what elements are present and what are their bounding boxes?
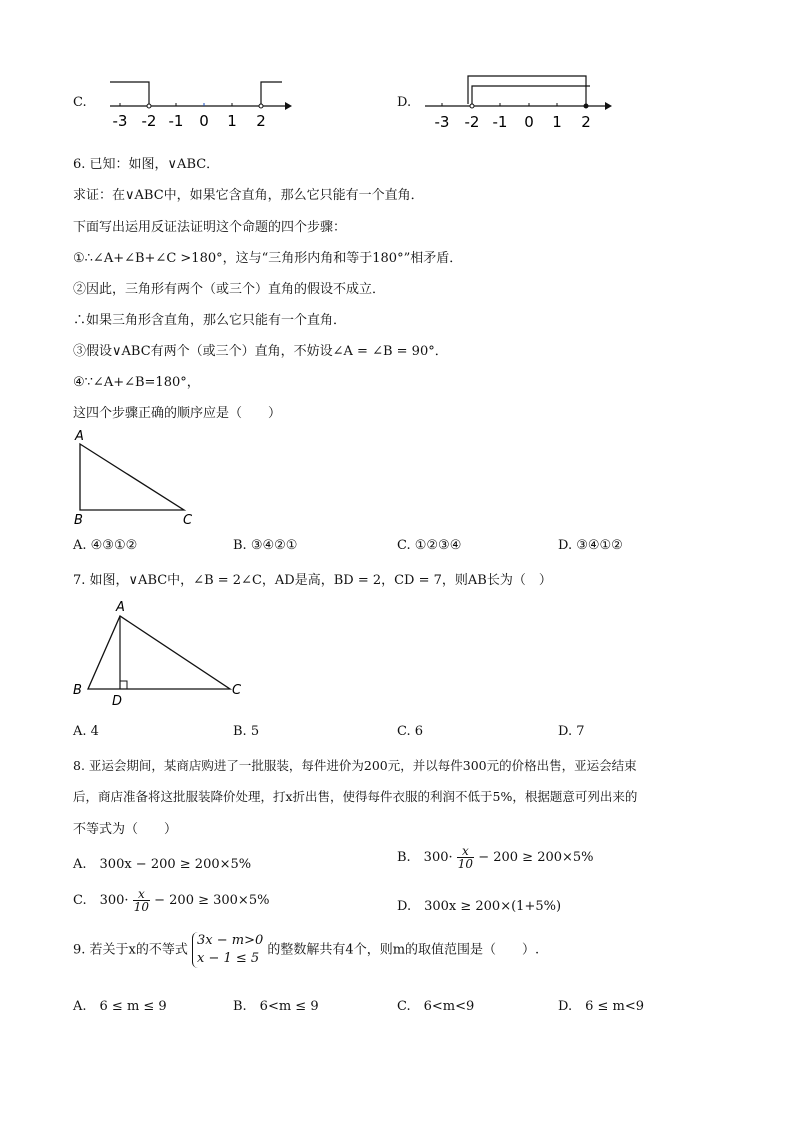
q6-triangle-figure <box>70 426 210 528</box>
q9-option-d[interactable]: D. 6 ≤ m<9 <box>558 999 645 1014</box>
tick-label: -1 <box>492 113 508 131</box>
q6-step2: ②因此，三角形有两个（或三个）直角的假设不成立． <box>73 282 386 297</box>
q6-option-a[interactable]: A. ④③①② <box>73 538 138 553</box>
q8-line3: 不等式为（ ） <box>73 822 178 837</box>
vertex-label-a: A <box>75 429 84 444</box>
fraction: $\frac{x}{10}$ <box>133 887 149 914</box>
tick-label: 1 <box>227 112 237 130</box>
vertex-label-c: C <box>183 513 193 528</box>
q8-option-c-suffix: − 200 ≥ 300×5% <box>154 893 270 908</box>
q9-option-b[interactable]: B. 6<m ≤ 9 <box>233 999 319 1014</box>
tick-label: 2 <box>256 112 266 130</box>
tick-label: -2 <box>141 112 157 130</box>
inequality-1: 3x − m>0 <box>197 933 264 948</box>
q9-suffix: 的整数解共有4个，则m的取值范围是（ ）. <box>267 942 540 958</box>
tick-label: 0 <box>199 112 209 130</box>
q8-line2: 后，商店准备将这批服装降价处理，打x折出售，使得每件衣服的利润不低于5%，根据题意可列出来的 <box>73 789 638 804</box>
q8-option-b[interactable] <box>397 845 594 870</box>
q7-option-a[interactable]: A. 4 <box>73 724 99 739</box>
q6-option-c[interactable]: C. ①②③④ <box>397 538 462 553</box>
q5-option-d-numberline <box>420 70 620 134</box>
q9-prefix: 9. 若关于x的不等式 <box>73 942 188 958</box>
tick-label: 0 <box>524 113 534 131</box>
tick-label: -1 <box>168 112 184 130</box>
q6-intro: 下面写出运用反证法证明这个命题的四个步骤： <box>73 220 347 235</box>
q9-option-a[interactable]: A. 6 ≤ m ≤ 9 <box>73 999 167 1014</box>
q8-line1: 8. 亚运会期间，某商店购进了一批服装，每件进价为200元，并以每件300元的价格出售，亚运会结束 <box>73 758 637 773</box>
q6-title: 6. 已知：如图，∨ABC． <box>73 157 220 172</box>
tick-label: -3 <box>112 112 128 130</box>
tick-label: -3 <box>434 113 450 131</box>
inequality-system <box>192 932 263 968</box>
q9-option-c[interactable]: C. 6<m<9 <box>397 999 475 1014</box>
tick-label: -2 <box>464 113 480 131</box>
vertex-label-c: C <box>232 683 242 698</box>
q6-step3: ③假设∨ABC有两个（或三个）直角，不妨设∠A = ∠B = 90°． <box>73 344 448 359</box>
tick-label: 2 <box>581 113 591 131</box>
fraction: $\frac{x}{10}$ <box>457 844 474 871</box>
q5-option-d-label: D. <box>397 95 412 110</box>
q6-conclusion: ∴如果三角形含直角，那么它只能有一个直角． <box>73 313 347 328</box>
q5-option-c-label: C. <box>73 95 87 110</box>
q7-option-c[interactable]: C. 6 <box>397 724 424 739</box>
vertex-label-b: B <box>73 683 82 698</box>
q9-text <box>73 932 539 968</box>
q8-option-b-prefix: B. 300· <box>397 850 453 865</box>
q6-step1: ①∴∠A+∠B+∠C >180°，这与“三角形内角和等于180°”相矛盾． <box>73 251 463 266</box>
q6-option-d[interactable]: D. ③④①② <box>558 538 623 553</box>
q8-option-b-suffix: − 200 ≥ 200×5% <box>478 850 594 865</box>
q8-option-d[interactable]: D. 300x ≥ 200×(1+5%) <box>397 899 562 914</box>
tick-label: 1 <box>552 113 562 131</box>
q6-option-b[interactable]: B. ③④②① <box>233 538 298 553</box>
vertex-label-d: D <box>112 694 123 708</box>
vertex-label-a: A <box>116 600 125 615</box>
q6-step4: ④∵∠A+∠B=180°， <box>73 375 200 390</box>
q7-triangle-figure <box>70 596 260 708</box>
vertex-label-b: B <box>74 513 83 528</box>
q7-option-d[interactable]: D. 7 <box>558 724 585 739</box>
q8-option-c-prefix: C. 300· <box>73 893 129 908</box>
q5-option-c-numberline <box>100 74 300 134</box>
q6-prove: 求证：在∨ABC中，如果它含直角，那么它只能有一个直角． <box>73 188 424 203</box>
q8-option-a[interactable]: A. 300x − 200 ≥ 200×5% <box>73 857 252 872</box>
q7-option-b[interactable]: B. 5 <box>233 724 260 739</box>
q6-question: 这四个步骤正确的顺序应是（ ） <box>73 406 282 421</box>
inequality-2: x − 1 ≤ 5 <box>197 951 260 966</box>
q8-option-c[interactable] <box>73 888 269 913</box>
q7-text: 7. 如图，∨ABC中，∠B = 2∠C，AD是高，BD = 2，CD = 7，则AB长为（ ） <box>73 573 552 588</box>
